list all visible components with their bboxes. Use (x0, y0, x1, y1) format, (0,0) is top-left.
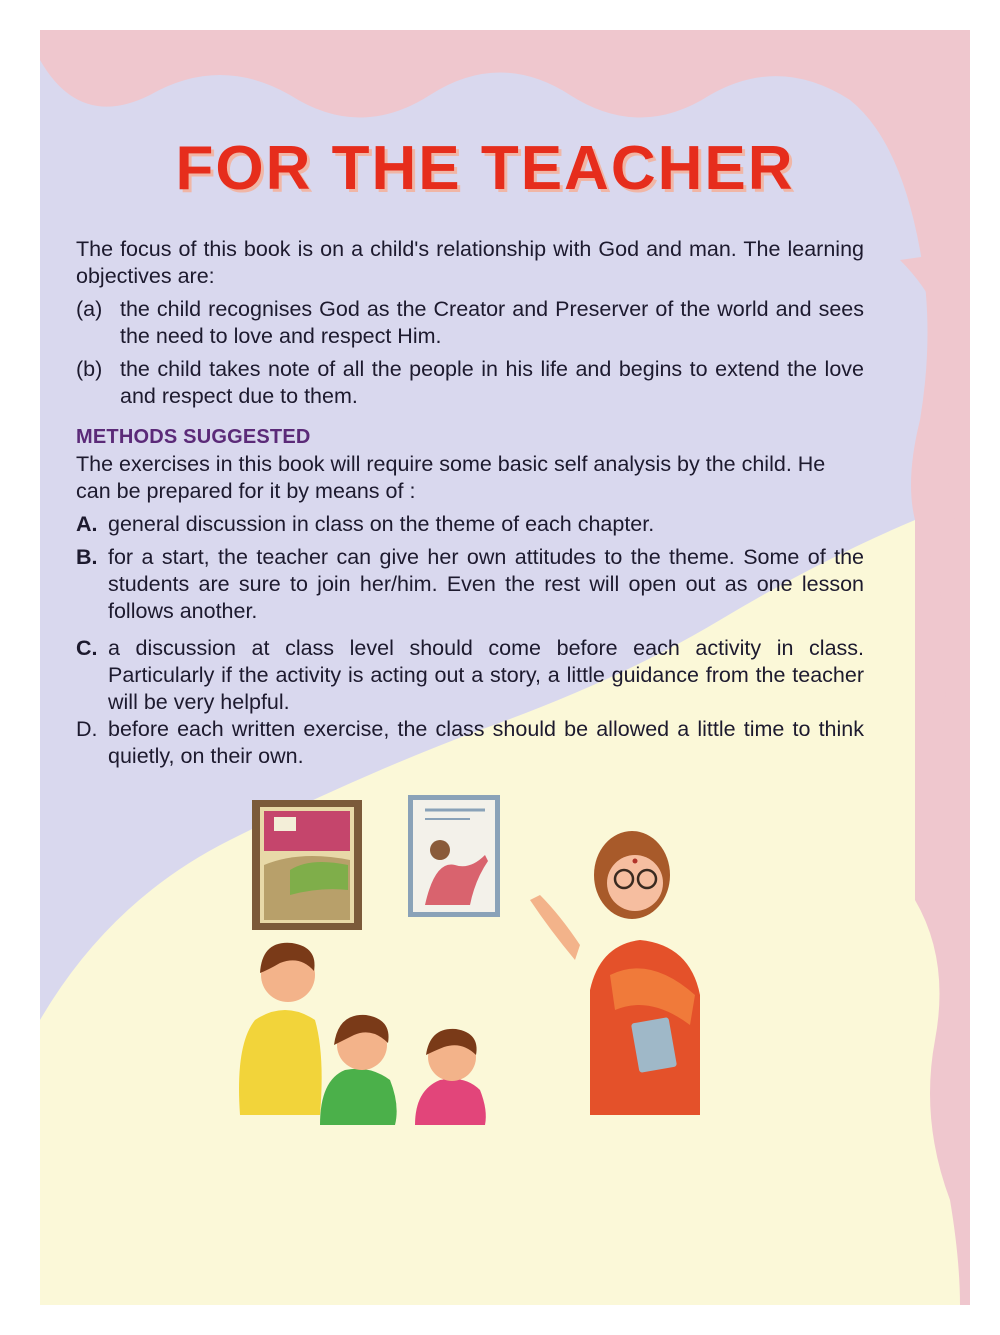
objective-b (76, 356, 864, 410)
method-a-text: general discussion in class on the theme of each chapter. (108, 512, 655, 536)
page-title: FOR THE TEACHER (175, 134, 795, 203)
methods-intro: The exercises in this book will require some basic self analysis by the child. He can be prepared for it by means of : (76, 452, 826, 503)
method-d-text: before each written exercise, the class should be allowed a little time to think quietly, on their own. (108, 717, 864, 768)
method-d-marker: D. (76, 717, 98, 741)
boy-yellow-shirt (239, 943, 322, 1115)
objective-b-text: the child takes note of all the people in his life and begins to extend the love and respect due to them. (120, 357, 864, 408)
boy-pink-shirt (415, 1029, 486, 1125)
wall-picture-middle (408, 795, 500, 917)
classroom-illustration (230, 795, 730, 1125)
methods-heading: METHODS SUGGESTED (76, 426, 311, 448)
method-a (76, 511, 864, 538)
objective-a (76, 296, 864, 350)
method-d (76, 716, 864, 770)
method-c-text: a discussion at class level should come before each activity in class. Particularly if the activity is acting out a story, a little guidance from the teacher will be very helpful. (108, 636, 864, 714)
method-b-marker: B. (76, 545, 98, 569)
content-body (76, 236, 864, 770)
intro-paragraph: The focus of this book is on a child's relationship with God and man. The learning objectives are: (76, 237, 864, 288)
method-c (76, 635, 864, 716)
teacher-figure (530, 831, 700, 1115)
objective-a-text: the child recognises God as the Creator and Preserver of the world and sees the need to love and respect Him. (120, 297, 864, 348)
method-c-marker: C. (76, 636, 98, 660)
objective-b-marker: (b) (76, 357, 103, 381)
method-b-text: for a start, the teacher can give her own attitudes to the theme. Some of the students are sure to join her/him. Even the rest will open out as one lesson follows another. (108, 545, 864, 623)
wall-picture-left (252, 800, 362, 930)
girl-green-dress (320, 1015, 397, 1125)
method-b (76, 544, 864, 625)
method-a-marker: A. (76, 512, 98, 536)
objective-a-marker: (a) (76, 297, 103, 321)
